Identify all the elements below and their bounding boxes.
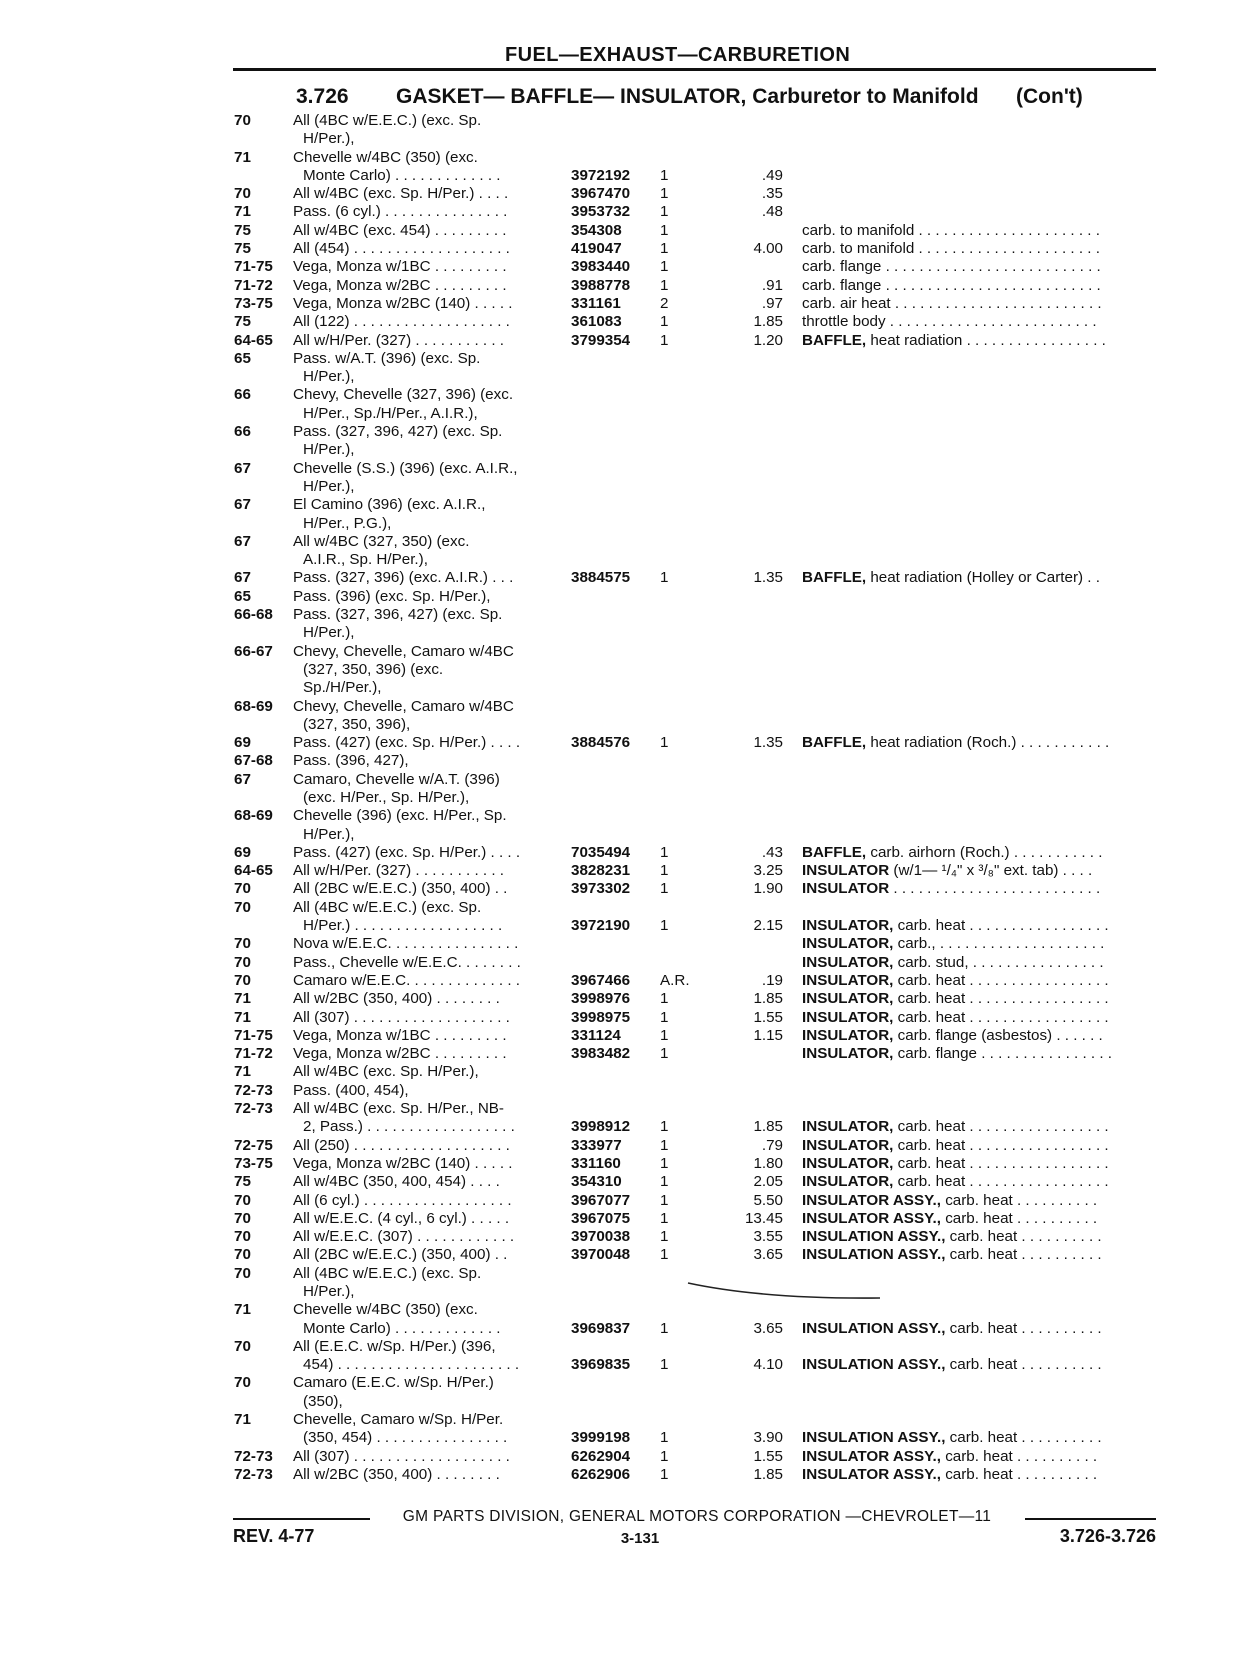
application-line: Pass. (327, 396, 427) (exc. Sp. (293, 606, 503, 624)
row-part-number: 3967077 (571, 1191, 631, 1209)
application-line: All (4BC w/E.E.C.) (exc. Sp. (293, 898, 482, 916)
row-price: 3.65 (753, 1319, 783, 1337)
row-quantity: 1 (660, 258, 669, 276)
application-line: Monte Carlo) . . . . . . . . . . . . . (303, 166, 501, 184)
row-year: 70 (234, 953, 251, 971)
row-price: 1.85 (753, 990, 783, 1008)
row-year: 70 (234, 112, 251, 129)
application-line: All w/4BC (350, 400, 454) . . . . (293, 1173, 500, 1191)
row-part-number: 3967075 (571, 1209, 631, 1227)
row-quantity: 1 (660, 166, 669, 184)
row-year: 65 (234, 587, 251, 605)
description-detail: throttle body . . . . . . . . . . . . . . . . . . . . . . . . . (802, 313, 1097, 331)
description-part-name: BAFFLE, (802, 569, 867, 587)
description-detail: carb. heat . . . . . . . . . . (940, 1465, 1098, 1483)
description-detail: carb. heat . . . . . . . . . . . . . . . . . (893, 971, 1109, 989)
row-price: 13.45 (744, 1209, 783, 1227)
row-part-number: 3973302 (571, 880, 631, 898)
application-line: Chevelle w/4BC (350) (exc. (293, 148, 478, 166)
description-detail: carb. heat . . . . . . . . . . (940, 1209, 1098, 1227)
row-quantity: 1 (660, 862, 669, 880)
application-line: Chevy, Chevelle, Camaro w/4BC (293, 642, 514, 660)
application-line: All (307) . . . . . . . . . . . . . . . . . . . (293, 1447, 510, 1465)
row-part-number: 3884575 (571, 569, 631, 587)
row-year: 73-75 (234, 294, 273, 312)
application-line: All w/4BC (exc. 454) . . . . . . . . . (293, 221, 507, 239)
application-line: H/Per., P.G.), (303, 514, 392, 532)
row-year: 71-75 (234, 258, 273, 276)
row-year: 71-72 (234, 276, 273, 294)
row-part-number: 331124 (571, 1026, 621, 1044)
row-quantity: 1 (660, 1319, 669, 1337)
application-line: All w/H/Per. (327) . . . . . . . . . . . (293, 862, 504, 880)
application-line: Vega, Monza w/1BC . . . . . . . . . (293, 1026, 507, 1044)
row-year: 67 (234, 569, 251, 587)
row-year: 67 (234, 532, 251, 550)
application-line: Nova w/E.E.C. . . . . . . . . . . . . . . . (293, 935, 519, 953)
application-line: Pass. (327, 396, 427) (exc. Sp. (293, 423, 503, 441)
application-line: All (4BC w/E.E.C.) (exc. Sp. (293, 1264, 482, 1282)
application-line: H/Per.), (303, 477, 355, 495)
description-part-name: INSULATOR ASSY., (802, 1447, 941, 1465)
row-quantity: 1 (660, 240, 669, 258)
application-line: All w/E.E.C. (307) . . . . . . . . . . . . (293, 1228, 515, 1246)
application-line: All (2BC w/E.E.C.) (350, 400) . . (293, 880, 508, 898)
application-line: Pass. (400, 454), (293, 1081, 409, 1099)
row-price: .19 (761, 971, 783, 989)
description-part-name: INSULATOR, (802, 1026, 894, 1044)
description-detail: carb. heat . . . . . . . . . . (940, 1191, 1098, 1209)
application-line: Pass. (6 cyl.) . . . . . . . . . . . . . . . (293, 203, 508, 221)
row-part-number: 6262906 (571, 1465, 631, 1483)
description-detail: carb. heat . . . . . . . . . . . . . . . . . (893, 1008, 1109, 1026)
row-price: 3.25 (753, 862, 783, 880)
application-line: Camaro, Chevelle w/A.T. (396) (293, 770, 500, 788)
row-quantity: 1 (660, 1154, 669, 1172)
description-detail: carb. heat . . . . . . . . . . (945, 1319, 1102, 1337)
description-part-name: INSULATOR, (802, 990, 894, 1008)
row-quantity: 1 (660, 843, 669, 861)
row-quantity: 1 (660, 313, 669, 331)
application-line: 454) . . . . . . . . . . . . . . . . . . . . . . (303, 1356, 520, 1374)
application-line: All w/H/Per. (327) . . . . . . . . . . . (293, 331, 504, 349)
description-part-name: INSULATOR, (802, 1118, 894, 1136)
description-detail: carb. airhorn (Roch.) . . . . . . . . . . . (866, 843, 1103, 861)
row-price: 2.05 (753, 1173, 783, 1191)
row-part-number: 331160 (571, 1154, 621, 1172)
description-part-name: INSULATOR, (802, 1136, 894, 1154)
application-line: Chevy, Chevelle, Camaro w/4BC (293, 697, 514, 715)
description-detail: carb. flange (asbestos) . . . . . . (893, 1026, 1103, 1044)
row-price: 1.90 (753, 880, 783, 898)
row-quantity: 1 (660, 1118, 669, 1136)
row-year: 70 (234, 1337, 251, 1355)
description-detail: carb. heat . . . . . . . . . . (945, 1228, 1102, 1246)
row-year: 71-75 (234, 1026, 273, 1044)
row-part-number: 3799354 (571, 331, 631, 349)
row-quantity: 1 (660, 331, 669, 349)
row-year: 68-69 (234, 697, 273, 715)
application-line: All (122) . . . . . . . . . . . . . . . . . . . (293, 313, 510, 331)
row-year: 71-72 (234, 1045, 273, 1063)
application-line: Pass. (396, 427), (293, 752, 409, 770)
application-line: H/Per.), (303, 825, 355, 843)
description-part-name: INSULATOR, (802, 1173, 894, 1191)
row-quantity: 1 (660, 1356, 669, 1374)
application-line: All (307) . . . . . . . . . . . . . . . . . . . (293, 1008, 510, 1026)
row-part-number: 3999198 (571, 1429, 631, 1447)
row-year: 75 (234, 1173, 251, 1191)
application-line: All w/4BC (exc. Sp. H/Per.) . . . . (293, 185, 509, 203)
row-quantity: 1 (660, 1026, 669, 1044)
application-line: All w/4BC (327, 350) (exc. (293, 532, 470, 550)
row-year: 70 (234, 1374, 251, 1392)
application-line: Vega, Monza w/2BC (140) . . . . . (293, 1154, 513, 1172)
application-line: H/Per.), (303, 1283, 355, 1300)
row-year: 75 (234, 240, 251, 258)
application-line: (exc. H/Per., Sp. H/Per.), (303, 788, 470, 806)
application-line: Pass. (427) (exc. Sp. H/Per.) . . . . (293, 734, 521, 752)
footer-page-number: 3-131 (620, 1530, 660, 1547)
row-year: 67 (234, 770, 251, 788)
row-price: .97 (761, 294, 783, 312)
row-year: 67-68 (234, 752, 273, 770)
description-detail: (w/1— ¹/₄" x ³/₈" ext. tab) . . . . (889, 862, 1093, 880)
row-year: 70 (234, 1228, 251, 1246)
row-part-number: 3967466 (571, 971, 631, 989)
description-detail: carb. flange . . . . . . . . . . . . . . . . . . . . . . . . . . (802, 276, 1101, 294)
row-year: 72-73 (234, 1447, 273, 1465)
application-line: H/Per.) . . . . . . . . . . . . . . . . . . (303, 917, 503, 935)
description-part-name: BAFFLE, (802, 734, 867, 752)
row-price: .48 (761, 203, 783, 221)
row-price: 1.35 (753, 734, 783, 752)
row-part-number: 3969837 (571, 1319, 631, 1337)
row-quantity: A.R. (660, 971, 690, 989)
row-quantity: 1 (660, 569, 669, 587)
description-part-name: INSULATOR (802, 862, 890, 880)
description-detail: carb. heat . . . . . . . . . . (945, 1246, 1102, 1264)
row-part-number: 333977 (571, 1136, 622, 1154)
row-part-number: 3998975 (571, 1008, 631, 1026)
row-price: 1.55 (753, 1447, 783, 1465)
description-detail: carb. heat . . . . . . . . . . (945, 1356, 1102, 1374)
application-line: All (454) . . . . . . . . . . . . . . . . . . . (293, 240, 510, 258)
row-price: 3.65 (753, 1246, 783, 1264)
row-part-number: 3972192 (571, 166, 631, 184)
application-line: El Camino (396) (exc. A.I.R., (293, 496, 486, 514)
description-detail: carb. heat . . . . . . . . . . (945, 1429, 1102, 1447)
row-year: 72-73 (234, 1081, 273, 1099)
row-year: 71 (234, 1411, 251, 1429)
row-price: 1.35 (753, 569, 783, 587)
row-part-number: 3967470 (571, 185, 631, 203)
row-price: 1.55 (753, 1008, 783, 1026)
application-line: Vega, Monza w/2BC (140) . . . . . (293, 294, 513, 312)
row-part-number: 354310 (571, 1173, 622, 1191)
description-detail: carb. to manifold . . . . . . . . . . . . . . . . . . . . . . (802, 240, 1100, 258)
description-part-name: INSULATOR ASSY., (802, 1209, 941, 1227)
row-quantity: 1 (660, 1465, 669, 1483)
row-year: 71 (234, 990, 251, 1008)
row-part-number: 3828231 (571, 862, 631, 880)
application-line: (350), (303, 1392, 343, 1410)
application-line: Pass. (427) (exc. Sp. H/Per.) . . . . (293, 843, 521, 861)
row-quantity: 2 (660, 294, 669, 312)
row-year: 70 (234, 1209, 251, 1227)
row-year: 70 (234, 1191, 251, 1209)
row-part-number: 3970038 (571, 1228, 631, 1246)
row-part-number: 3983440 (571, 258, 631, 276)
footer-rule-right (1025, 1518, 1156, 1520)
row-quantity: 1 (660, 990, 669, 1008)
row-price: 4.00 (753, 240, 783, 258)
description-detail: carb. heat . . . . . . . . . . (940, 1447, 1098, 1465)
description-part-name: INSULATION ASSY., (802, 1246, 946, 1264)
application-line: Chevy, Chevelle (327, 396) (exc. (293, 386, 514, 404)
row-price: 3.55 (753, 1228, 783, 1246)
row-quantity: 1 (660, 1136, 669, 1154)
row-price: 1.85 (753, 1465, 783, 1483)
description-part-name: INSULATION ASSY., (802, 1319, 946, 1337)
row-year: 69 (234, 734, 251, 752)
row-price: 1.15 (753, 1026, 783, 1044)
row-quantity: 1 (660, 734, 669, 752)
continued-label: (Con't) (1016, 85, 1083, 108)
description-detail: carb. stud, . . . . . . . . . . . . . . . . (893, 953, 1104, 971)
application-line: All w/2BC (350, 400) . . . . . . . . (293, 990, 500, 1008)
footer-publisher: GM PARTS DIVISION, GENERAL MOTORS CORPORATION —CHEVROLET—11 (402, 1508, 992, 1525)
row-year: 69 (234, 843, 251, 861)
row-quantity: 1 (660, 1228, 669, 1246)
row-year: 70 (234, 1264, 251, 1282)
application-line: Monte Carlo) . . . . . . . . . . . . . (303, 1319, 501, 1337)
row-quantity: 1 (660, 203, 669, 221)
application-line: All (250) . . . . . . . . . . . . . . . . . . . (293, 1136, 510, 1154)
row-year: 66-68 (234, 606, 273, 624)
row-year: 64-65 (234, 862, 273, 880)
application-line: All w/E.E.C. (4 cyl., 6 cyl.) . . . . . (293, 1209, 510, 1227)
application-line: H/Per.), (303, 441, 355, 459)
row-quantity: 1 (660, 1008, 669, 1026)
application-line: Pass., Chevelle w/E.E.C. . . . . . . . (293, 953, 521, 971)
row-part-number: 3998912 (571, 1118, 631, 1136)
application-line: Chevelle w/4BC (350) (exc. (293, 1301, 478, 1319)
description-part-name: INSULATION ASSY., (802, 1228, 946, 1246)
row-year: 75 (234, 313, 251, 331)
row-year: 72-73 (234, 1100, 273, 1118)
row-year: 71 (234, 148, 251, 166)
row-part-number: 3972190 (571, 917, 631, 935)
row-part-number: 354308 (571, 221, 622, 239)
description-detail: carb. heat . . . . . . . . . . . . . . . . . (893, 1118, 1109, 1136)
row-price: 1.80 (753, 1154, 783, 1172)
row-quantity: 1 (660, 276, 669, 294)
section-title: FUEL—EXHAUST—CARBURETION (505, 44, 851, 66)
application-line: Pass. (396) (exc. Sp. H/Per.), (293, 587, 491, 605)
row-year: 70 (234, 935, 251, 953)
row-quantity: 1 (660, 880, 669, 898)
description-part-name: INSULATOR, (802, 1045, 894, 1063)
row-price: .43 (761, 843, 783, 861)
row-year: 70 (234, 898, 251, 916)
row-part-number: 331161 (571, 294, 621, 312)
description-detail: carb. to manifold . . . . . . . . . . . . . . . . . . . . . . (802, 221, 1100, 239)
description-detail: carb. heat . . . . . . . . . . . . . . . . . (893, 1173, 1109, 1191)
row-year: 70 (234, 971, 251, 989)
row-price: .49 (761, 166, 783, 184)
application-line: H/Per.), (303, 368, 355, 386)
application-line: Sp./H/Per.), (303, 679, 382, 697)
row-quantity: 1 (660, 185, 669, 203)
row-part-number: 3884576 (571, 734, 631, 752)
row-price: .91 (761, 276, 783, 294)
row-price: 4.10 (753, 1356, 783, 1374)
row-part-number: 361083 (571, 313, 622, 331)
application-line: Chevelle (S.S.) (396) (exc. A.I.R., (293, 459, 518, 477)
application-line: Pass. w/A.T. (396) (exc. Sp. (293, 349, 481, 367)
description-part-name: INSULATOR, (802, 953, 894, 971)
application-line: (350, 454) . . . . . . . . . . . . . . . . (303, 1429, 508, 1447)
description-part-name: INSULATOR (802, 880, 890, 898)
group-number: 3.726 (296, 85, 349, 108)
row-year: 70 (234, 185, 251, 203)
row-year: 70 (234, 1246, 251, 1264)
application-line: All w/2BC (350, 400) . . . . . . . . (293, 1465, 500, 1483)
row-part-number: 3983482 (571, 1045, 631, 1063)
row-part-number: 3953732 (571, 203, 631, 221)
row-price: 3.90 (753, 1429, 783, 1447)
row-price: 1.85 (753, 1118, 783, 1136)
row-quantity: 1 (660, 1447, 669, 1465)
application-line: All (2BC w/E.E.C.) (350, 400) . . (293, 1246, 508, 1264)
row-year: 66 (234, 423, 251, 441)
row-year: 75 (234, 221, 251, 239)
row-part-number: 3998976 (571, 990, 631, 1008)
application-line: A.I.R., Sp. H/Per.), (303, 551, 428, 569)
row-part-number: 3969835 (571, 1356, 631, 1374)
description-detail: carb. heat . . . . . . . . . . . . . . . . . (893, 1136, 1109, 1154)
description-detail: carb. heat . . . . . . . . . . . . . . . . . (893, 917, 1109, 935)
group-title: GASKET— BAFFLE— INSULATOR, Carburetor to Manifold (396, 85, 979, 108)
application-line: Pass. (327, 396) (exc. A.I.R.) . . . (293, 569, 514, 587)
row-part-number: 7035494 (571, 843, 631, 861)
row-quantity: 1 (660, 1209, 669, 1227)
application-line: Camaro (E.E.C. w/Sp. H/Per.) (293, 1374, 494, 1392)
footer-revision: REV. 4-77 (233, 1526, 315, 1546)
row-year: 72-75 (234, 1136, 273, 1154)
row-year: 70 (234, 880, 251, 898)
application-line: Chevelle (396) (exc. H/Per., Sp. (293, 807, 507, 825)
row-price: 1.20 (753, 331, 783, 349)
application-line: All w/4BC (exc. Sp. H/Per., NB- (293, 1100, 504, 1118)
row-year: 66-67 (234, 642, 273, 660)
row-quantity: 1 (660, 221, 669, 239)
application-line: (327, 350, 396) (exc. (303, 660, 444, 678)
description-detail: . . . . . . . . . . . . . . . . . . . . . . . . . (889, 880, 1101, 898)
row-quantity: 1 (660, 1246, 669, 1264)
row-quantity: 1 (660, 1045, 669, 1063)
row-year: 67 (234, 496, 251, 514)
application-line: All (6 cyl.) . . . . . . . . . . . . . . . . . . (293, 1191, 512, 1209)
row-year: 65 (234, 349, 251, 367)
application-line: All w/4BC (exc. Sp. H/Per.), (293, 1063, 479, 1081)
application-line: Vega, Monza w/2BC . . . . . . . . . (293, 276, 507, 294)
row-part-number: 419047 (571, 240, 622, 258)
footer-rule-left (233, 1518, 370, 1520)
description-part-name: INSULATOR ASSY., (802, 1191, 941, 1209)
row-part-number: 3988778 (571, 276, 631, 294)
application-line: Vega, Monza w/2BC . . . . . . . . . (293, 1045, 507, 1063)
row-year: 71 (234, 1063, 251, 1081)
description-detail: carb. heat . . . . . . . . . . . . . . . . . (893, 990, 1109, 1008)
row-quantity: 1 (660, 1429, 669, 1447)
application-line: Camaro w/E.E.C. . . . . . . . . . . . . . (293, 971, 521, 989)
row-year: 71 (234, 1301, 251, 1319)
row-year: 66 (234, 386, 251, 404)
description-part-name: INSULATION ASSY., (802, 1429, 946, 1447)
application-line: Vega, Monza w/1BC . . . . . . . . . (293, 258, 507, 276)
row-price: 1.85 (753, 313, 783, 331)
description-part-name: INSULATION ASSY., (802, 1356, 946, 1374)
description-part-name: INSULATOR, (802, 917, 894, 935)
row-price: .35 (761, 185, 783, 203)
application-line: Chevelle, Camaro w/Sp. H/Per. (293, 1411, 504, 1429)
row-year: 68-69 (234, 807, 273, 825)
description-detail: carb. flange . . . . . . . . . . . . . . . . (893, 1045, 1113, 1063)
description-detail: carb. air heat . . . . . . . . . . . . . . . . . . . . . . . . . (802, 294, 1102, 312)
row-quantity: 1 (660, 1191, 669, 1209)
row-year: 73-75 (234, 1154, 273, 1172)
row-price: .79 (761, 1136, 783, 1154)
row-year: 72-73 (234, 1465, 273, 1483)
application-line: (327, 350, 396), (303, 715, 411, 733)
description-part-name: INSULATOR, (802, 1154, 894, 1172)
description-detail: heat radiation (Holley or Carter) . . (866, 569, 1100, 587)
application-line: H/Per.), (303, 624, 355, 642)
footer-range: 3.726-3.726 (1059, 1526, 1156, 1546)
description-part-name: INSULATOR, (802, 935, 894, 953)
application-line: 2, Pass.) . . . . . . . . . . . . . . . . . . (303, 1118, 515, 1136)
row-quantity: 1 (660, 917, 669, 935)
row-year: 67 (234, 459, 251, 477)
row-part-number: 3970048 (571, 1246, 631, 1264)
row-price: 2.15 (753, 917, 783, 935)
description-part-name: BAFFLE, (802, 843, 867, 861)
description-part-name: INSULATOR, (802, 1008, 894, 1026)
description-detail: carb., . . . . . . . . . . . . . . . . . . . . (893, 935, 1105, 953)
application-line: All (4BC w/E.E.C.) (exc. Sp. (293, 112, 482, 129)
application-line: H/Per.), (303, 130, 355, 148)
row-year: 71 (234, 203, 251, 221)
row-year: 64-65 (234, 331, 273, 349)
application-line: H/Per., Sp./H/Per., A.I.R.), (303, 404, 478, 422)
row-part-number: 6262904 (571, 1447, 631, 1465)
description-detail: heat radiation (Roch.) . . . . . . . . . . . (866, 734, 1110, 752)
description-detail: carb. heat . . . . . . . . . . . . . . . . . (893, 1154, 1109, 1172)
description-part-name: INSULATOR, (802, 971, 894, 989)
description-part-name: INSULATOR ASSY., (802, 1465, 941, 1483)
application-line: All (E.E.C. w/Sp. H/Per.) (396, (293, 1337, 496, 1355)
description-detail: carb. flange . . . . . . . . . . . . . . . . . . . . . . . . . . (802, 258, 1101, 276)
description-detail: heat radiation . . . . . . . . . . . . . . . . . (866, 331, 1106, 349)
row-price: 5.50 (753, 1191, 783, 1209)
row-quantity: 1 (660, 1173, 669, 1191)
row-year: 71 (234, 1008, 251, 1026)
description-part-name: BAFFLE, (802, 331, 867, 349)
